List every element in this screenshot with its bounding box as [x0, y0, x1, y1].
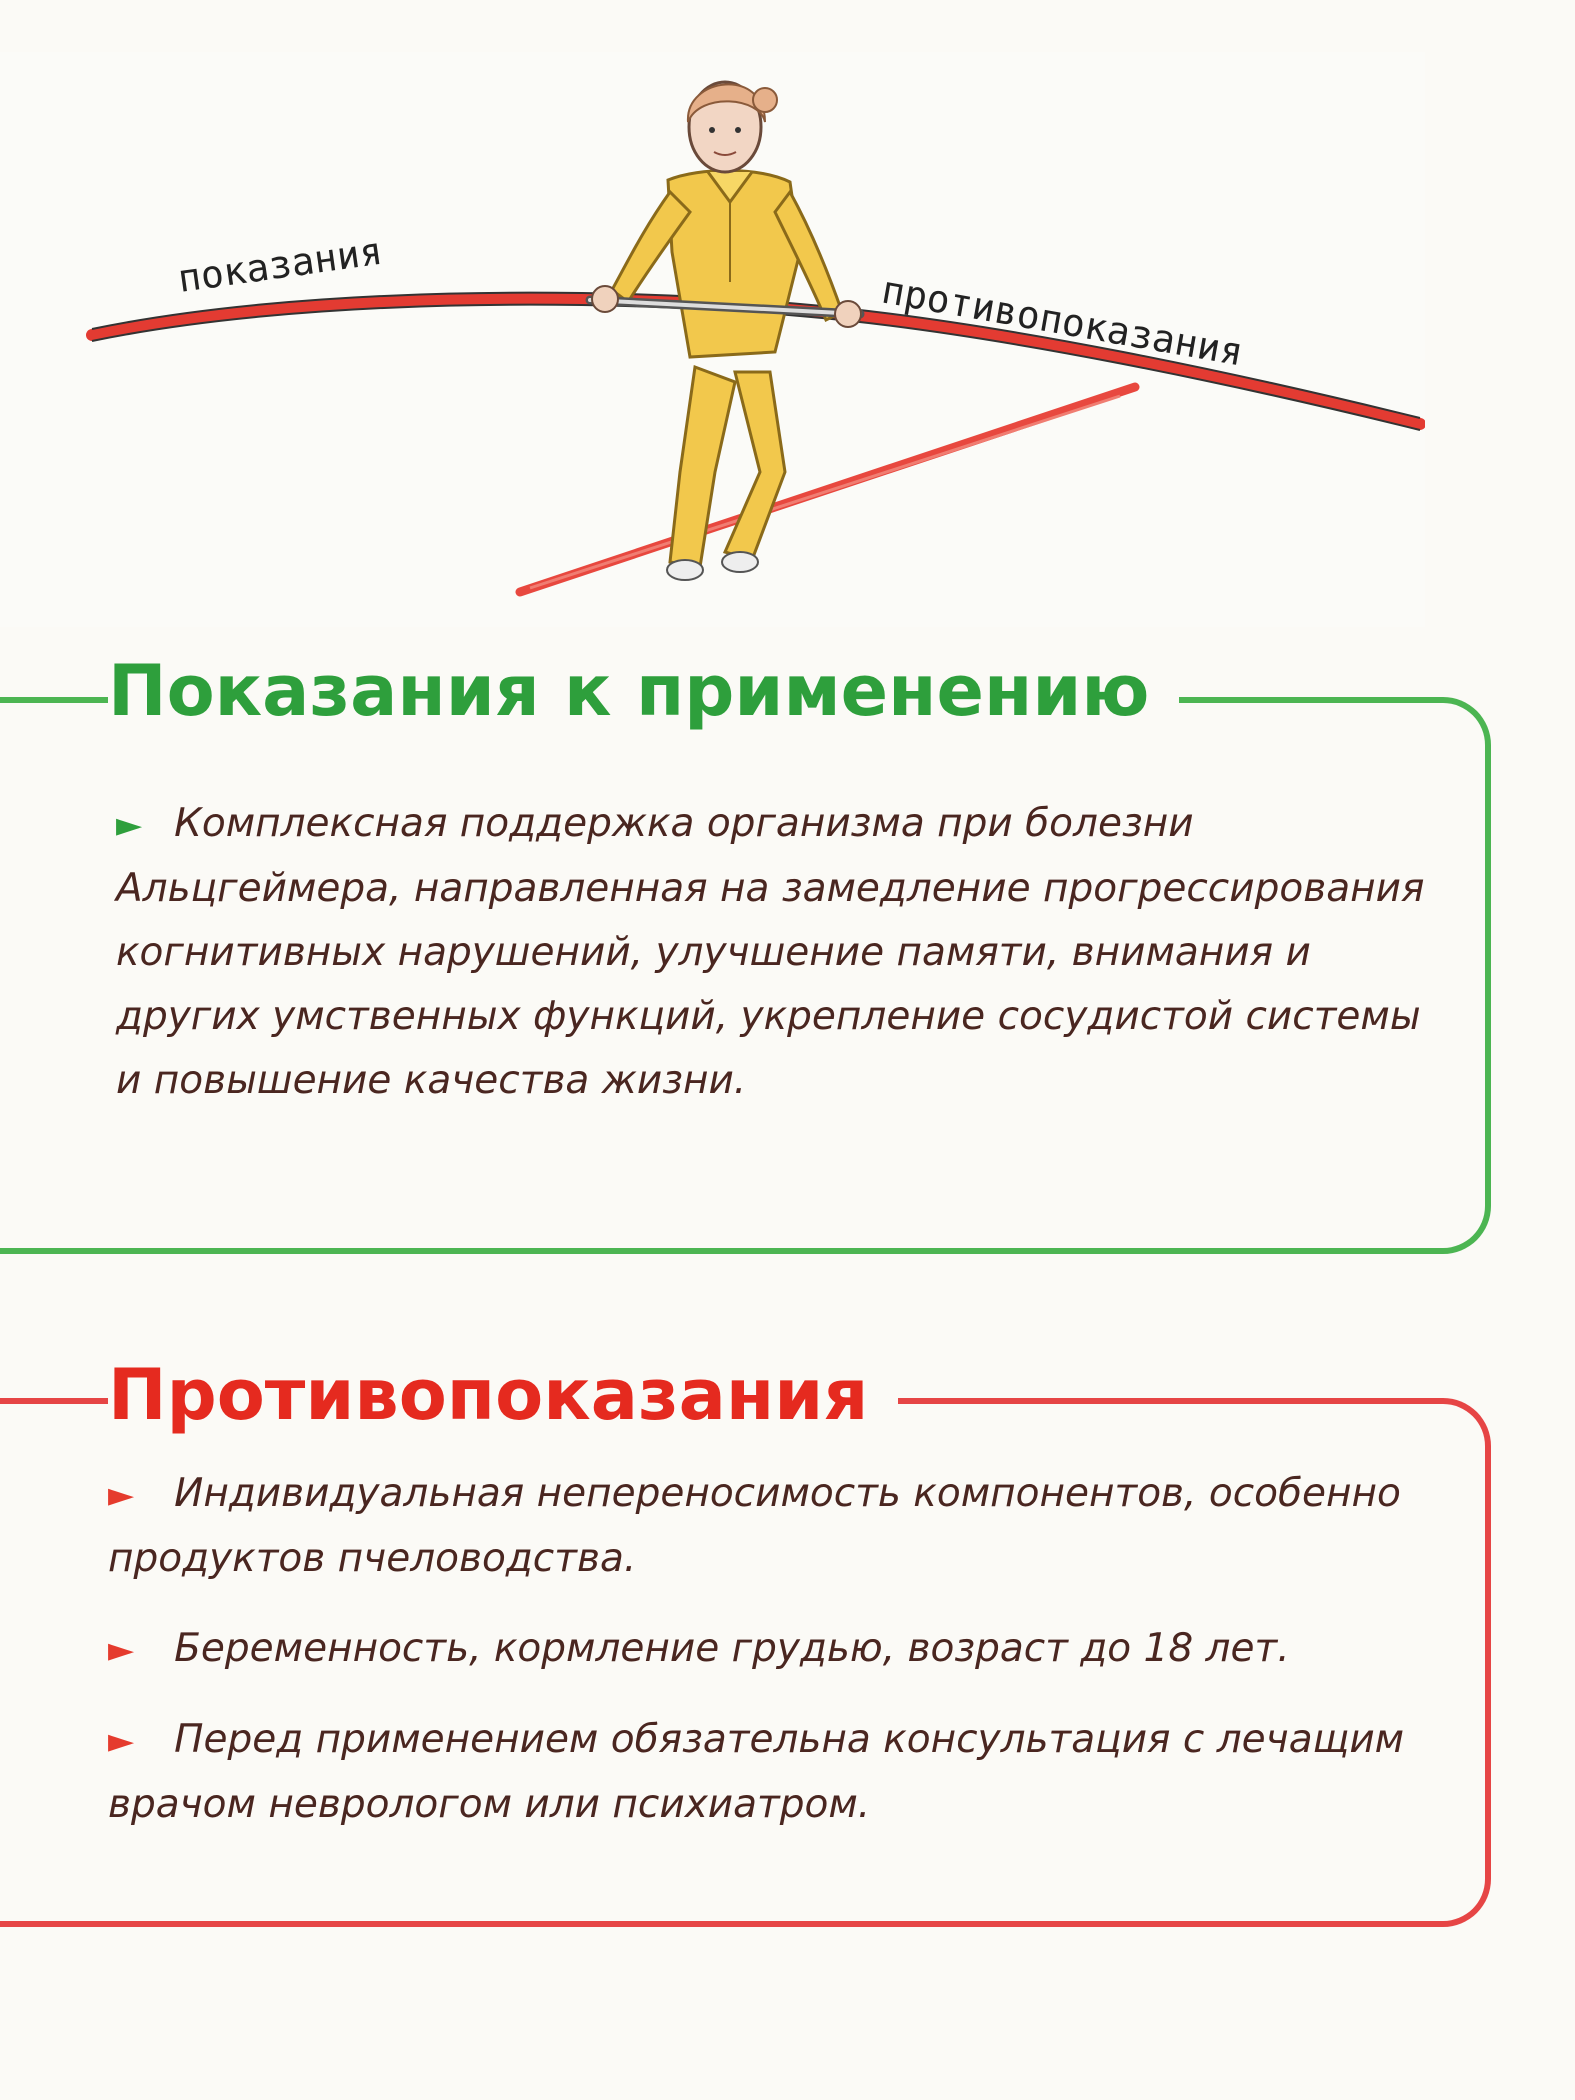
indications-title: Показания к применению: [108, 650, 1179, 732]
indications-text: Комплексная поддержка организма при болезни Альцгеймера, направленная на замедление прогрессирования когнитивных нарушений, улучшение памяти, внимания и других умственных функций, укрепление сосудистой системы и повышение качества жизни.: [116, 801, 1425, 1103]
contraindications-title: Противопоказания: [108, 1354, 898, 1436]
right-rope-label: противопоказания: [878, 267, 1247, 375]
contraindication-text: Беременность, кормление грудью, возраст до 18 лет.: [174, 1626, 1290, 1671]
red-triangle-bullet-icon: ►: [108, 1475, 135, 1515]
contraindication-text: Перед применением обязательна консультация с лечащим врачом неврологом или психиатром.: [108, 1717, 1405, 1827]
list-item: [108, 1617, 1468, 1682]
tightrope-illustration: [0, 52, 1425, 627]
red-triangle-bullet-icon: ►: [108, 1630, 135, 1670]
green-triangle-bullet-icon: ►: [116, 805, 143, 845]
contraindication-text: Индивидуальная непереносимость компонентов, особенно продуктов пчеловодства.: [108, 1471, 1401, 1581]
list-item: [108, 1708, 1468, 1837]
contraindications-list: [108, 1462, 1468, 1863]
list-item: [108, 1462, 1468, 1591]
indications-text-block: [116, 792, 1446, 1113]
left-rope-label: показания: [175, 228, 386, 301]
red-triangle-bullet-icon: ►: [108, 1721, 135, 1761]
